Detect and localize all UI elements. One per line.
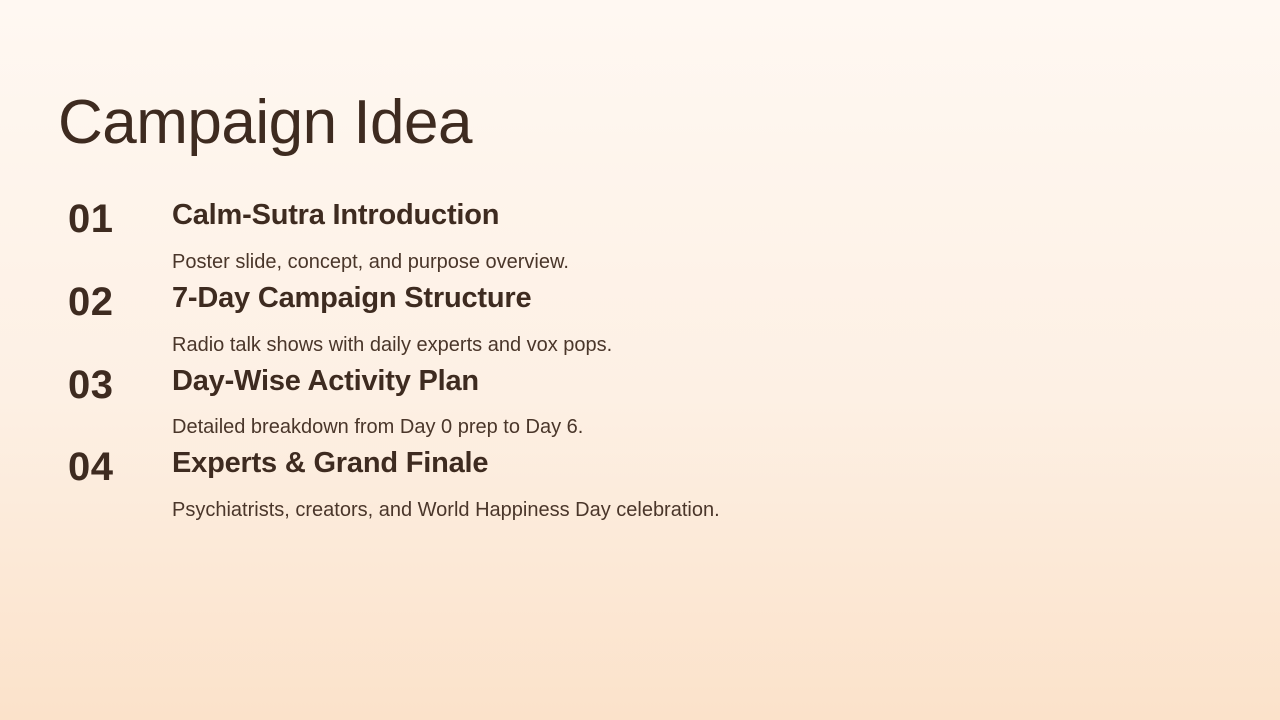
item-description: Psychiatrists, creators, and World Happiness Day celebration.: [172, 499, 720, 522]
page-title: Campaign Idea: [58, 87, 472, 157]
agenda-list: [68, 196, 1218, 527]
item-heading: 7-Day Campaign Structure: [172, 281, 532, 314]
item-body: [172, 196, 1218, 275]
item-description: Poster slide, concept, and purpose overview.: [172, 250, 569, 273]
item-heading: Experts & Grand Finale: [172, 447, 489, 480]
item-description: Detailed breakdown from Day 0 prep to Day 6.: [172, 416, 584, 439]
list-item[interactable]: [68, 196, 1218, 275]
item-body: [172, 279, 1218, 358]
item-description: Radio talk shows with daily experts and vox pops.: [172, 333, 613, 356]
list-item[interactable]: [68, 444, 1218, 523]
item-body: [172, 362, 1218, 441]
item-number: 03: [68, 362, 114, 407]
item-number: 01: [68, 197, 114, 241]
item-heading: Calm-Sutra Introduction: [172, 199, 500, 231]
item-heading: Day-Wise Activity Plan: [172, 364, 479, 397]
item-body: [172, 444, 1218, 523]
list-item[interactable]: [68, 362, 1218, 441]
item-number: 02: [68, 279, 114, 324]
item-number: 04: [68, 445, 114, 490]
list-item[interactable]: [68, 279, 1218, 358]
